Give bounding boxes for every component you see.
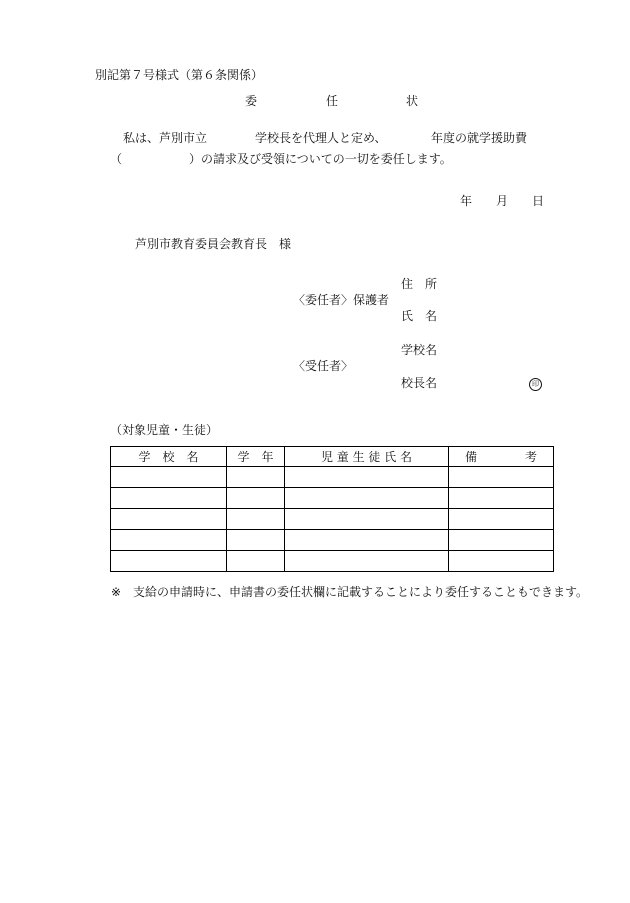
agent-principal-label: 校長名 xyxy=(401,376,438,390)
cell-remarks[interactable] xyxy=(449,509,554,530)
date-day: 日 xyxy=(532,194,545,208)
cell-remarks[interactable] xyxy=(449,467,554,488)
footnote-mark: ※ xyxy=(111,585,122,599)
footnote: 支給の申請時に、申請書の委任状欄に記載することにより委任することもできます。 xyxy=(133,585,589,599)
header-remarks: 備 考 xyxy=(449,447,554,467)
table-caption: （対象児童・生徒） xyxy=(110,423,219,437)
cell-grade[interactable] xyxy=(227,467,285,488)
agent-school-label: 学校名 xyxy=(401,343,438,357)
date-month: 月 xyxy=(496,194,509,208)
cell-school-name[interactable] xyxy=(111,467,227,488)
cell-student-name[interactable] xyxy=(285,467,449,488)
table-row xyxy=(111,530,554,551)
date-year: 年 xyxy=(460,194,473,208)
cell-student-name[interactable] xyxy=(285,551,449,572)
table-row xyxy=(111,488,554,509)
header-school-name: 学 校 名 xyxy=(111,447,227,467)
cell-remarks[interactable] xyxy=(449,551,554,572)
cell-student-name[interactable] xyxy=(285,509,449,530)
cell-student-name[interactable] xyxy=(285,530,449,551)
cell-grade[interactable] xyxy=(227,488,285,509)
cell-grade[interactable] xyxy=(227,551,285,572)
title-char-3: 状 xyxy=(406,94,419,108)
body-line2-text: ）の請求及び受領についての一切を委任します。 xyxy=(189,152,452,166)
table-row xyxy=(111,467,554,488)
body-line1-part2: 学校長を代理人と定め、 xyxy=(255,131,387,145)
form-number: 別記第７号様式（第６条関係） xyxy=(95,68,264,82)
cell-remarks[interactable] xyxy=(449,530,554,551)
header-grade: 学 年 xyxy=(227,447,285,467)
cell-school-name[interactable] xyxy=(111,509,227,530)
principal-role: 〈委任者〉保護者 xyxy=(293,293,390,307)
cell-school-name[interactable] xyxy=(111,488,227,509)
cell-grade[interactable] xyxy=(227,530,285,551)
body-line1-part1: 私は、芦別市立 xyxy=(123,131,208,145)
seal-mark xyxy=(529,376,542,391)
subjects-table xyxy=(110,446,554,572)
seal-icon: 印 xyxy=(529,378,542,391)
principal-address-label: 住 所 xyxy=(401,277,438,291)
cell-school-name[interactable] xyxy=(111,551,227,572)
agent-role: 〈受任者〉 xyxy=(293,359,354,373)
addressee: 芦別市教育委員会教育長 様 xyxy=(135,237,292,251)
body-line1-part3: 年度の就学援助費 xyxy=(431,131,528,145)
body-line2-open-paren: （ xyxy=(110,152,123,166)
table-header-row xyxy=(111,447,554,467)
table-row xyxy=(111,551,554,572)
cell-student-name[interactable] xyxy=(285,488,449,509)
cell-school-name[interactable] xyxy=(111,530,227,551)
title-char-1: 委 xyxy=(245,94,258,108)
principal-name-label: 氏 名 xyxy=(401,309,438,323)
cell-remarks[interactable] xyxy=(449,488,554,509)
header-student-name: 児 童 生 徒 氏 名 xyxy=(285,447,449,467)
table-row xyxy=(111,509,554,530)
title-char-2: 任 xyxy=(326,94,339,108)
cell-grade[interactable] xyxy=(227,509,285,530)
